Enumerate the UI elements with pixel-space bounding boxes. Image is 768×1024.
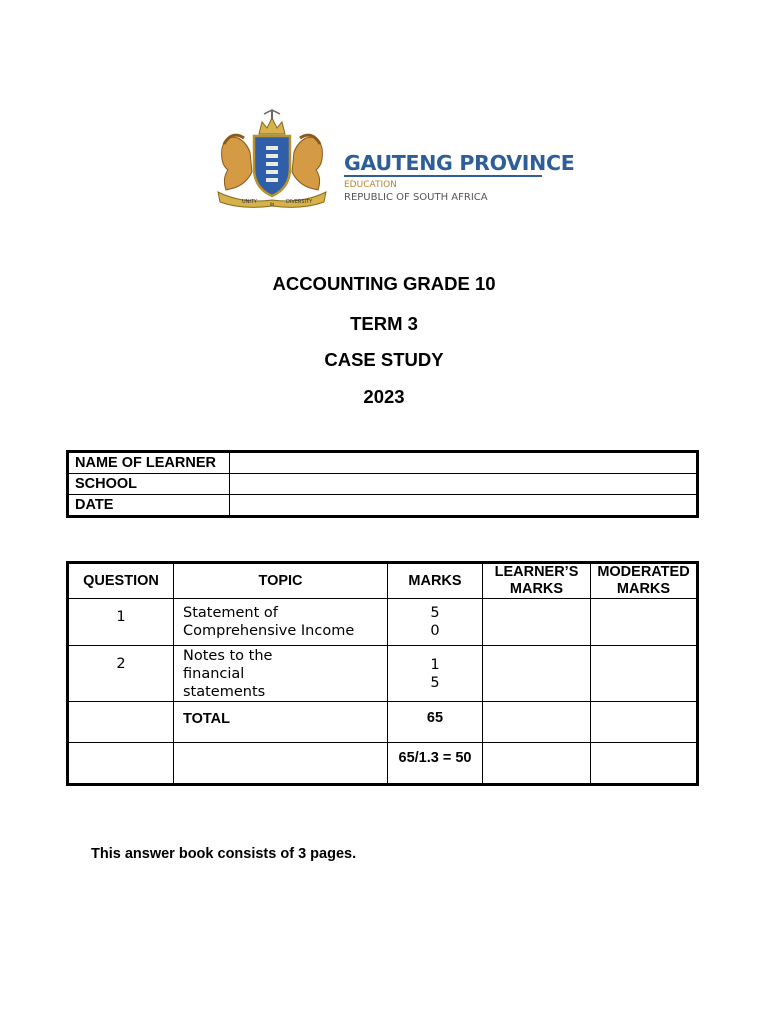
question-marks-value: 50	[430, 605, 440, 639]
total-question-cell	[68, 702, 174, 743]
school-row	[68, 474, 698, 495]
subject-title: ACCOUNTING GRADE 10	[272, 273, 496, 294]
year-title: 2023	[363, 386, 405, 407]
moderated-converted-cell[interactable]	[591, 743, 698, 785]
province-name: GAUTENG PROVINCE	[344, 151, 575, 175]
date-row	[68, 495, 698, 517]
department-name: EDUCATION	[344, 179, 397, 190]
moderated-marks-cell[interactable]	[591, 646, 698, 702]
svg-text:IN: IN	[270, 202, 275, 207]
header-learners-marks: LEARNER’S MARKS	[483, 563, 591, 599]
country-name: REPUBLIC OF SOUTH AFRICA	[344, 191, 488, 203]
learner-name-field[interactable]	[230, 452, 698, 474]
school-field[interactable]	[230, 474, 698, 495]
header-question: QUESTION	[68, 563, 174, 599]
learners-marks-cell[interactable]	[483, 646, 591, 702]
total-label: TOTAL	[174, 702, 388, 743]
learners-total-cell[interactable]	[483, 702, 591, 743]
term-title: TERM 3	[350, 313, 418, 334]
school-label: SCHOOL	[68, 474, 230, 495]
marks-table	[66, 561, 699, 786]
question-topic: Notes to the financial statements	[174, 646, 388, 702]
header-moderated-marks: MODERATED MARKS	[591, 563, 698, 599]
page-count-note: This answer book consists of 3 pages.	[91, 846, 357, 862]
marks-header-row	[68, 563, 698, 599]
total-marks: 65	[388, 702, 483, 743]
question-number: 1	[68, 599, 174, 646]
learner-name-row	[68, 452, 698, 474]
total-row	[68, 702, 698, 743]
question-number: 2	[68, 646, 174, 702]
conversion-row	[68, 743, 698, 785]
conversion-formula: 65/1.3 = 50	[388, 743, 483, 785]
header-marks: MARKS	[388, 563, 483, 599]
conversion-question-cell	[68, 743, 174, 785]
conversion-topic-cell	[174, 743, 388, 785]
gauteng-crest-logo	[212, 108, 332, 210]
learner-info-table	[66, 450, 699, 518]
table-row	[68, 599, 698, 646]
question-marks	[388, 599, 483, 646]
date-field[interactable]	[230, 495, 698, 517]
question-marks-value: 15	[430, 656, 440, 691]
learners-converted-cell[interactable]	[483, 743, 591, 785]
moderated-total-cell[interactable]	[591, 702, 698, 743]
learners-marks-cell[interactable]	[483, 599, 591, 646]
question-topic: Statement of Comprehensive Income	[174, 599, 388, 646]
assessment-type-title: CASE STUDY	[324, 349, 444, 370]
department-branding	[344, 152, 574, 204]
question-marks	[388, 646, 483, 702]
table-row	[68, 646, 698, 702]
learner-name-label: NAME OF LEARNER	[68, 452, 230, 474]
svg-text:UNITY: UNITY	[242, 199, 257, 205]
brand-underline	[344, 175, 542, 177]
date-label: DATE	[68, 495, 230, 517]
svg-text:DIVERSITY: DIVERSITY	[286, 199, 313, 205]
moderated-marks-cell[interactable]	[591, 599, 698, 646]
header-topic: TOPIC	[174, 563, 388, 599]
